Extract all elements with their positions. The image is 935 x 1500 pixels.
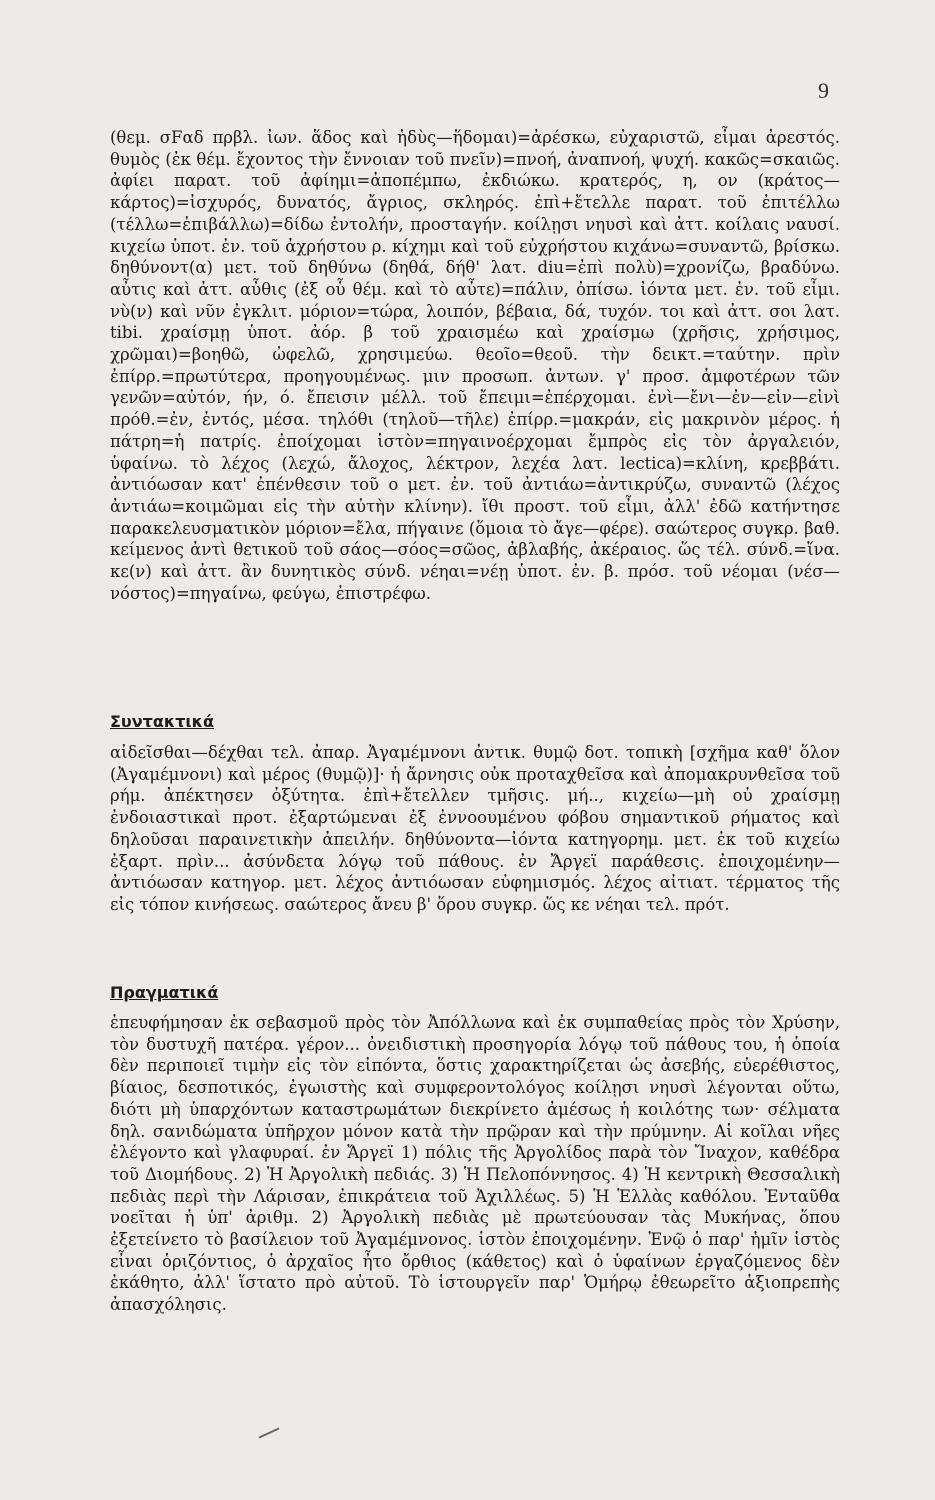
page-number: 9	[818, 78, 829, 103]
section-heading-syntax: Συντακτικά	[110, 712, 215, 731]
pen-mark	[259, 1427, 280, 1438]
vocabulary-notes: (θεμ. σFαδ πρβλ. ἰων. ἅδος καὶ ἡδὺς—ἥδομαι)=ἀρέσκω, εὐχαριστῶ, εἶμαι ἀρεστός. θυμὸς (ἐκ θέμ. ἔχοντος τὴν ἔννοιαν τοῦ πνεῖν)=πνοή, ἀναπνοή, ψυχή. κακῶς=σκαιῶς. ἀφίει παρατ. τοῦ ἀφίημι=ἀποπέμπω, ἐκδιώκω. κρατερός, η, ον (κράτος—κάρτος)=ἰσχυρός, δυνατός, ἄγριος, σκληρός. ἐπὶ+ἔτελλε παρατ. τοῦ ἐπιτέλλω (τέλλω=ἐπιβάλλω)=δίδω ἐντολήν, προσταγήν. κοίλῃσι νηυσὶ καὶ ἀττ. κοίλαις ναυσί. κιχείω ὑποτ. ἐν. τοῦ ἀχρήστου ρ. κίχημι καὶ τοῦ εὐχρήστου κιχάνω=συναντῶ, βρίσκω. δηθύνοντ(α) μετ. τοῦ δηθύνω (δηθά, δήθ' λατ. diu=ἐπὶ πολὺ)=χρονίζω, βραδύνω. αὖτις καὶ ἀττ. αὖθις (ἐξ οὗ θέμ. καὶ τὸ αὖτε)=πάλιν, ὀπίσω. ἰόντα μετ. ἐν. τοῦ εἶμι. νὺ(ν) καὶ νῦν ἐγκλιτ. μόριον=τώρα, λοιπόν, βέβαια, δά, τυχόν. τοι καὶ ἀττ. σοι λατ. tibi. χραίσμῃ ὑποτ. ἀόρ. β τοῦ χραισμέω καὶ χραίσμω (χρῆσις, χρήσιμος, χρῶμαι)=βοηθῶ, ὠφελῶ, χρησιμεύω. θεοῖο=θεοῦ. τὴν δεικτ.=ταύτην. πρὶν ἐπίρρ.=πρωτύτερα, προηγουμένως. μιν προσωπ. ἀντων. γ' προσ. ἀμφοτέρων τῶν γενῶν=αὐτόν, ήν, ό. ἔπεισιν μέλλ. τοῦ ἔπειμι=ἐπέρχομαι. ἐνὶ—ἔνι—ἐν—εἰν—εἰνὶ πρόθ.=ἐν, ἐντός, μέσα. τηλόθι (τηλοῦ—τῆλε) ἐπίρρ.=μακράν, εἰς μακρινὸν μέρος. ἡ πάτρη=ἡ πατρίς. ἐποίχομαι ἱστὸν=πηγαινοέρχομαι ἔμπρὸς εἰς τὸν ἀργαλειόν, ὑφαίνω. τὸ λέχος (λεχώ, ἄλοχος, λέκτρον, λεχέα λατ. lectica)=κλίνη, κρεββάτι. ἀντιόωσαν κατ' ἐπένθεσιν τοῦ ο μετ. ἐν. τοῦ ἀντιάω=ἀντικρύζω, συναντῶ (λέχος ἀντιάω=κοιμῶμαι εἰς τὴν αὐτὴν κλίνην). ἴθι προστ. τοῦ εἶμι, ἀλλ' ἐδῶ κατήντησε παρακελευσματικὸν μόριον=ἔλα, πήγαινε (ὅμοια τὸ ἄγε—φέρε). σαώτερος συγκρ. βαθ. κείμενος ἀντὶ θετικοῦ τοῦ σάος—σόος=σῶος, ἀβλαβής, ἀκέραιος. ὥς τέλ. σύνδ.=ἵνα. κε(ν) καὶ ἀττ. ἂν δυνητικὸς σύνδ. νέηαι=νέῃ ὑποτ. ἐν. β. πρόσ. τοῦ νέομαι (νέσ—νόστος)=πηγαίνω, φεύγω, ἐπιστρέφω.	[110, 128, 840, 603]
syntax-notes: αἰδεῖσθαι—δέχθαι τελ. ἀπαρ. Ἀγαμέμνονι ἀντικ. θυμῷ δοτ. τοπικὴ [σχῆμα καθ' ὅλον (Ἀγαμέμνονι) καὶ μέρος (θυμῷ)]· ἡ ἄρνησις οὐκ προταχθεῖσα καὶ ἀπομακρυνθεῖσα τοῦ ρήμ. ἀπέκτησεν ὀξύτητα. ἐπὶ+ἔτελλεν τμῆσις. μή.., κιχείω—μὴ οὐ χραίσμῃ ἐνδοιαστικαὶ προτ. ἐξαρτώμεναι ἐξ ἐννοουμένου φόβου σημαντικοῦ ρήματος καὶ δηλοῦσαι παραινετικὴν ἀπειλήν. δηθύνοντα—ἰόντα κατηγορημ. μετ. ἐκ τοῦ κιχείω ἐξαρτ. πρὶν... ἀσύνδετα λόγῳ τοῦ πάθους. ἐν Ἄργεϊ παράθεσις. ἐποιχομένην—ἀντιόωσαν κατηγορ. μετ. λέχος ἀντιόωσαν εὐφημισμός. λέχος αἰτιατ. τέρματος τῆς εἰς τόπον κινήσεως. σαώτερος ἄνευ β' ὅρου συγκρ. ὥς κε νέηαι τελ. πρότ.	[110, 743, 840, 914]
pragmatika-notes: ἐπευφήμησαν ἐκ σεβασμοῦ πρὸς τὸν Ἀπόλλωνα καὶ ἐκ συμπαθείας πρὸς τὸν Χρύσην, τὸν δυστυχῆ πατέρα. γέρον... ὀνειδιστικὴ προσηγορία λόγῳ τοῦ πάθους του, ἡ ὁποία δὲν περιποιεῖ τιμὴν εἰς τὸν εἰπόντα, ὅστις χαρακτηρίζεται ὡς ἀσεβής, εὐερέθιστος, βίαιος, δεσποτικός, ἐγωιστὴς καὶ συμφεροντολόγος κοίλῃσι νηυσὶ λέγονται οὕτω, διότι μὴ ὑπαρχόντων καταστρωμάτων διεκρίνετο ἀμέσως ἡ κοιλότης των· σέλματα δηλ. σανιδώματα ὑπῆρχον μόνον κατὰ τὴν πρῷραν καὶ τὴν πρύμνην. Αἱ κοῖλαι νῆες ἐλέγοντο καὶ γλαφυραί. ἐν Ἄργεϊ 1) πόλις τῆς Ἀργολίδος παρὰ τὸν Ἴναχον, καθέδρα τοῦ Διομήδους. 2) Ἡ Ἀργολικὴ πεδιάς. 3) Ἡ Πελοπόννησος. 4) Ἡ κεντρικὴ Θεσσαλικὴ πεδιὰς περὶ τὴν Λάρισαν, ἐπικράτεια τοῦ Ἀχιλλέως. 5) Ἡ Ἑλλὰς καθόλου. Ἐνταῦθα νοεῖται ἡ ὑπ' ἀριθμ. 2) Ἀργολικὴ πεδιὰς μὲ πρωτεύουσαν τὰς Μυκήνας, ὅπου ἐξετείνετο τὸ βασίλειον τοῦ Ἀγαμέμνονος. ἱστὸν ἐποιχομένην. Ἐνῷ ὁ παρ' ἡμῖν ἱστὸς εἶναι ὁριζόντιος, ὁ ἀρχαῖος ἦτο ὄρθιος (κάθετος) καὶ ὁ ὑφαίνων ἐργαζόμενος δὲν ἐκάθητο, ἀλλ' ἵστατο πρὸ αὐτοῦ. Τὸ ἱστουργεῖν παρ' Ὁμήρῳ ἐθεωρεῖτο ἀξιοπρεπὴς ἀπασχόλησις.	[110, 1013, 840, 1315]
section-heading-pragmatika: Πραγματικά	[110, 983, 219, 1002]
